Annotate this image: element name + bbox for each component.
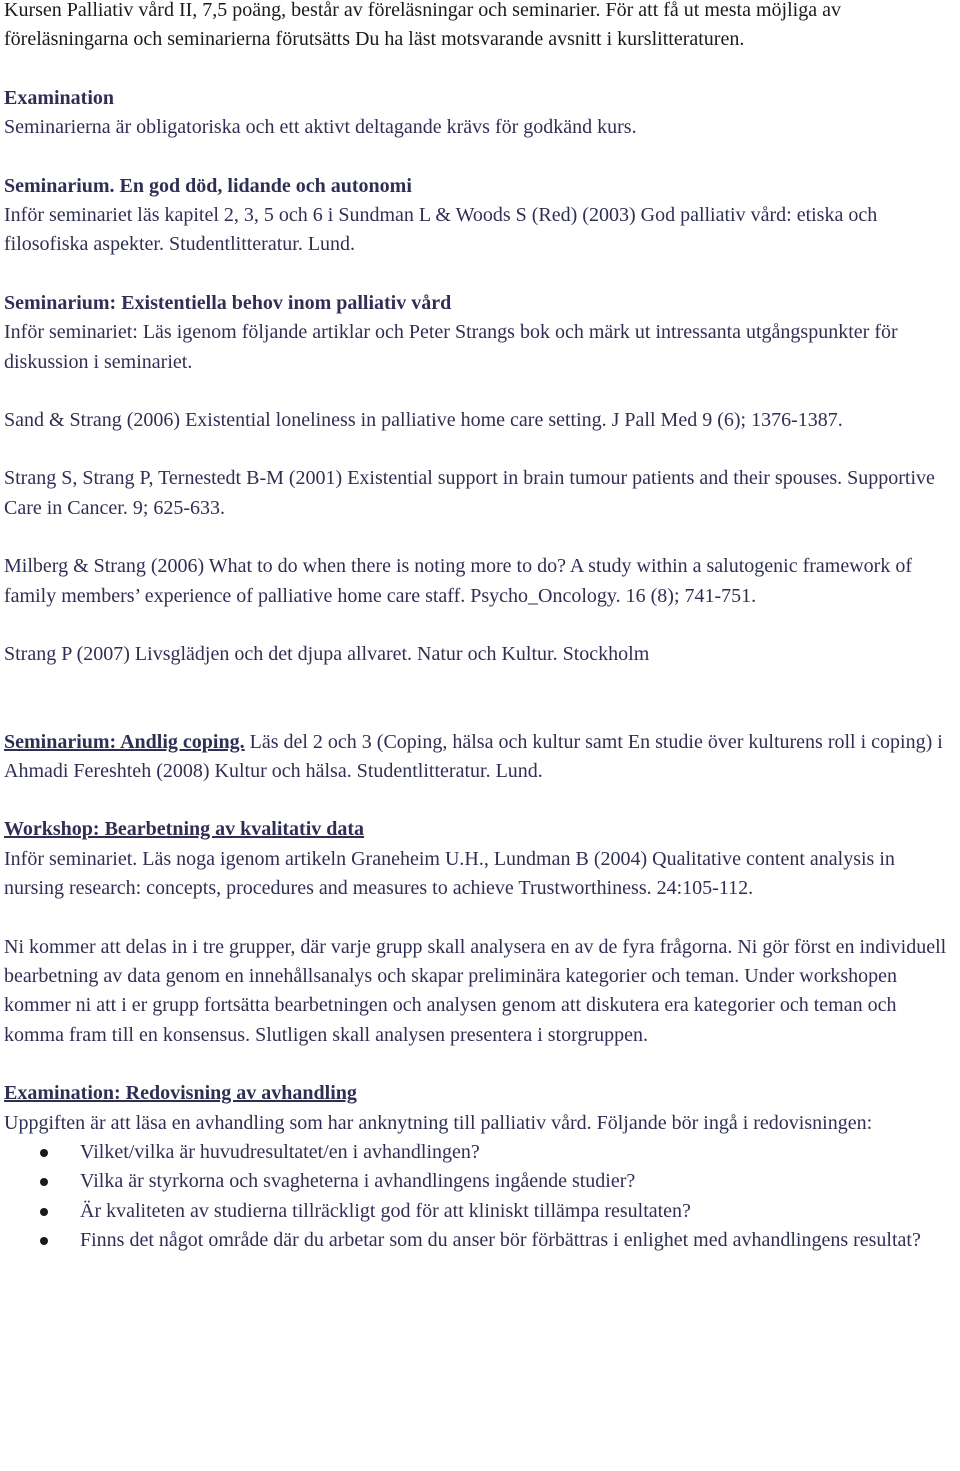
document-page [4, 0, 956, 1256]
list-item [4, 1138, 956, 1167]
reference-3: Milberg & Strang (2006) What to do when there is noting more to do? A study within a salutogenic framework of family members’ experience of palliative home care staff. Psycho_Oncology. 16 (8); 741-751. [4, 555, 912, 607]
list-item [4, 1167, 956, 1196]
list-item [4, 1197, 956, 1226]
workshop-heading: Workshop: Bearbetning av kvalitativ data [4, 818, 365, 841]
seminar2-text: Inför seminariet: Läs igenom följande artiklar och Peter Strangs bok och märk ut intressanta utgångspunkter för diskussion i seminariet. [4, 321, 898, 373]
reference-4: Strang P (2007) Livsglädjen och det djupa allvaret. Natur och Kultur. Stockholm [4, 643, 650, 666]
list-item-text: Vilket/vilka är huvudresultatet/en i avhandlingen? [80, 1140, 480, 1163]
seminar3-text: Läs del 2 och 3 (Coping, hälsa och kultur samt En studie över kulturens roll i coping) i Ahmadi Fereshteh (2008) Kultur och hälsa. Studentlitteratur. Lund. [4, 730, 943, 782]
bullet-icon [40, 1237, 48, 1245]
list-item-text: Finns det något område där du arbetar som du anser bör förbättras i enlighet med avhandlingens resultat? [80, 1229, 921, 1252]
seminar3-paragraph [4, 728, 956, 787]
seminar1-heading: Seminarium. En god död, lidande och autonomi [4, 174, 412, 197]
reference-1: Sand & Strang (2006) Existential loneliness in palliative home care setting. J Pall Med 9 (6); 1376-1387. [4, 409, 843, 432]
bullet-icon [40, 1149, 48, 1157]
seminar2-heading: Seminarium: Existentiella behov inom palliativ vård [4, 291, 452, 314]
bullet-icon [40, 1178, 48, 1186]
intro-paragraph: Kursen Palliativ vård II, 7,5 poäng, består av föreläsningar och seminarier. För att få ut mesta möjliga av föreläsningarna och seminarierna förutsätts Du ha läst motsvarande avsnitt i kurslitteraturen. [4, 0, 841, 51]
workshop-text: Inför seminariet. Läs noga igenom artikeln Graneheim U.H., Lundman B (2004) Qualitative content analysis in nursing research: concepts, procedures and measures to achieve Trustworthiness. 24:105-112. [4, 847, 895, 900]
examination2-heading: Examination: Redovisning av avhandling [4, 1082, 357, 1105]
examination-heading: Examination [4, 86, 115, 109]
list-item-text: Vilka är styrkorna och svagheterna i avhandlingens ingående studier? [80, 1170, 636, 1193]
seminar3-heading: Seminarium: Andlig coping. [4, 730, 245, 753]
question-list [4, 1138, 956, 1256]
examination-text: Seminarierna är obligatoriska och ett aktivt deltagande krävs för godkänd kurs. [4, 116, 637, 139]
seminar1-text: Inför seminariet läs kapitel 2, 3, 5 och 6 i Sundman L & Woods S (Red) (2003) God palliativ vård: etiska och filosofiska aspekter. Studentlitteratur. Lund. [4, 204, 878, 256]
examination2-text: Uppgiften är att läsa en avhandling som har anknytning till palliativ vård. Följande bör ingå i redovisningen: [4, 1111, 873, 1134]
workshop-text-2: Ni kommer att delas in i tre grupper, där varje grupp skall analysera en av de fyra frågorna. Ni gör först en individuell bearbetning av data genom en innehållsanalys och skapar preliminära kategorier och teman. Under workshopen kommer ni att i er grupp fortsätta bearbetningen och analysen genom att diskutera era kategorier och teman och komma fram till en konsensus. Slutligen skall analysen presentera i storgruppen. [4, 935, 947, 1046]
list-item [4, 1226, 956, 1255]
list-item-text: Är kvaliteten av studierna tillräckligt god för att kliniskt tillämpa resultaten? [80, 1199, 691, 1222]
reference-2: Strang S, Strang P, Ternestedt B-M (2001) Existential support in brain tumour patients and their spouses. Supportive Care in Cancer. 9; 625-633. [4, 467, 935, 519]
bullet-icon [40, 1208, 48, 1216]
